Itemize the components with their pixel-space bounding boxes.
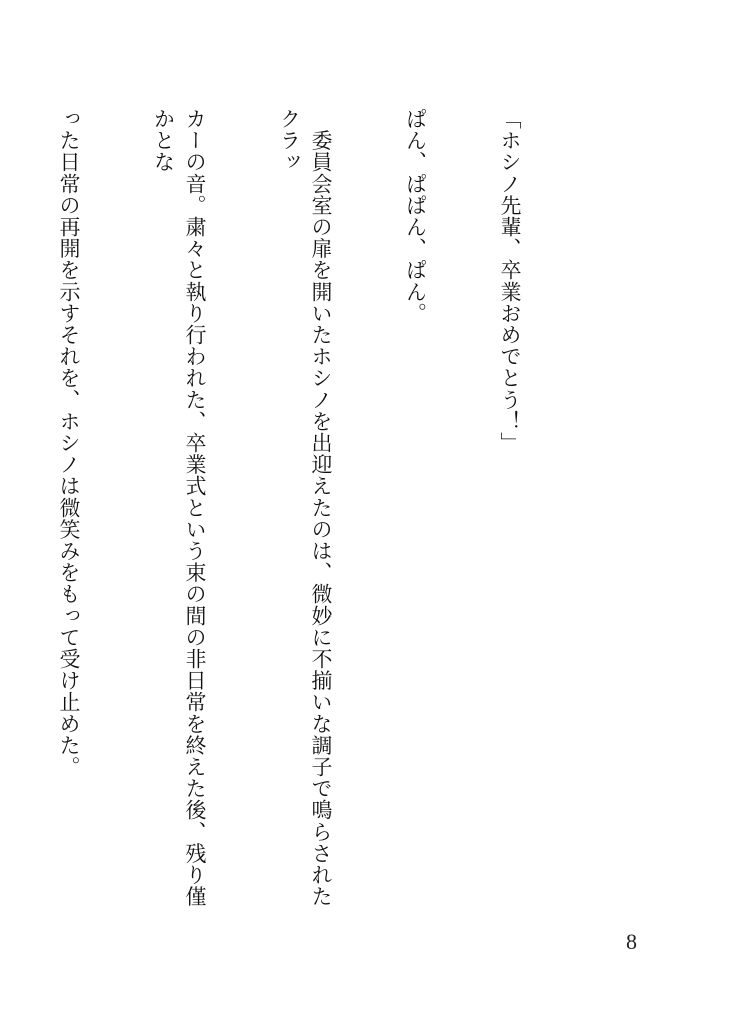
text-line: カーの音。粛々と執り行われた、卒業式という束の間の非日常を終えた後、残り僅かとな [151,108,207,908]
text-line: ぱん、ぱぱん、ぱん。 [403,108,428,324]
vertical-text-body [57,108,588,908]
page-number: 8 [626,929,637,954]
text-line: 「ホシノ先輩、卒業おめでとう！」 [498,108,522,454]
text-line: 委員会室の扉を開いたホシノを出迎えたのは、微妙に不揃いな調子で鳴らされたクラッ [277,108,333,908]
text-line: った日常の再開を示すそれを、ホシノは微笑みをもって受け止めた。 [57,108,81,778]
